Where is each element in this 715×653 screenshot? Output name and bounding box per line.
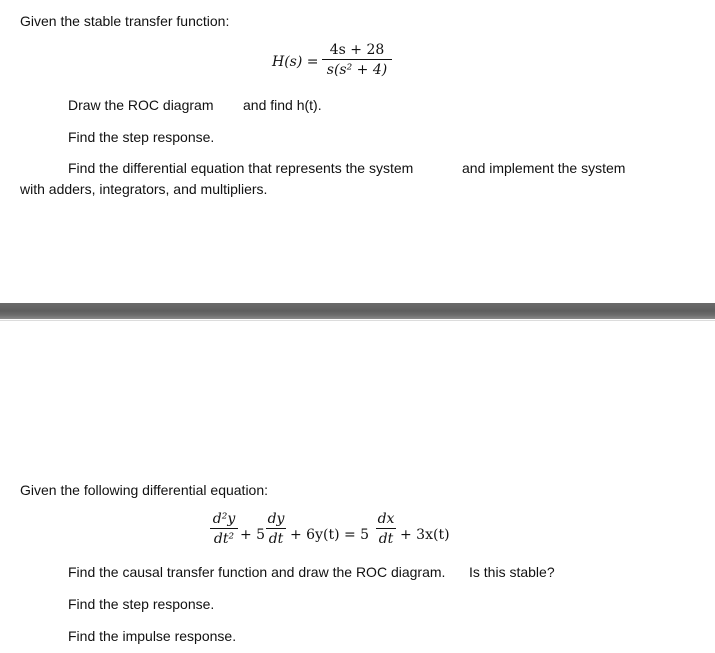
task-impulse-response: Find the impulse response. xyxy=(68,628,237,644)
section-divider-line xyxy=(0,320,715,321)
task-causal-transfer-function: Find the causal transfer function and draw the ROC diagram. xyxy=(68,564,446,580)
task-step-response: Find the step response. xyxy=(68,129,215,145)
term1-denominator: dt² xyxy=(213,531,235,547)
fraction-bar xyxy=(322,59,392,60)
task-find-ht: and find h(t). xyxy=(243,97,322,113)
equation-lhs: H(s) = xyxy=(272,54,319,70)
fraction-bar xyxy=(210,528,238,529)
task-step-response-2: Find the step response. xyxy=(68,596,215,612)
term-dy-dt xyxy=(266,511,286,547)
task-is-stable: Is this stable? xyxy=(469,564,555,580)
task-differential-equation: Find the differential equation that represents the system xyxy=(68,160,414,176)
term-d2y-dt2 xyxy=(210,511,238,547)
task-implement-system: and implement the system xyxy=(462,160,626,176)
section-divider xyxy=(0,303,715,319)
term-plus-5: + 5 xyxy=(240,527,266,543)
term2-denominator: dt xyxy=(268,531,284,547)
problem2-intro: Given the following differential equation: xyxy=(20,482,269,498)
task-roc-label: Draw the ROC diagram xyxy=(68,97,214,113)
equation-numerator: 4s + 28 xyxy=(329,42,385,58)
term3-denominator: dt xyxy=(378,531,394,547)
term2-numerator: dy xyxy=(267,511,285,527)
term1-numerator: d²y xyxy=(212,511,236,527)
term-dx-dt xyxy=(376,511,396,547)
equation-denominator: s(s² + 4) xyxy=(326,62,388,78)
task-adders-integrators: with adders, integrators, and multipliers. xyxy=(20,181,268,197)
fraction-bar xyxy=(376,528,396,529)
problem1-intro: Given the stable transfer function: xyxy=(20,13,230,29)
term-6y-equals-5: + 6y(t) = 5 xyxy=(290,527,370,543)
term3-numerator: dx xyxy=(377,511,395,527)
equation-fraction xyxy=(322,42,392,78)
term-plus-3x: + 3x(t) xyxy=(400,527,450,543)
fraction-bar xyxy=(266,528,286,529)
